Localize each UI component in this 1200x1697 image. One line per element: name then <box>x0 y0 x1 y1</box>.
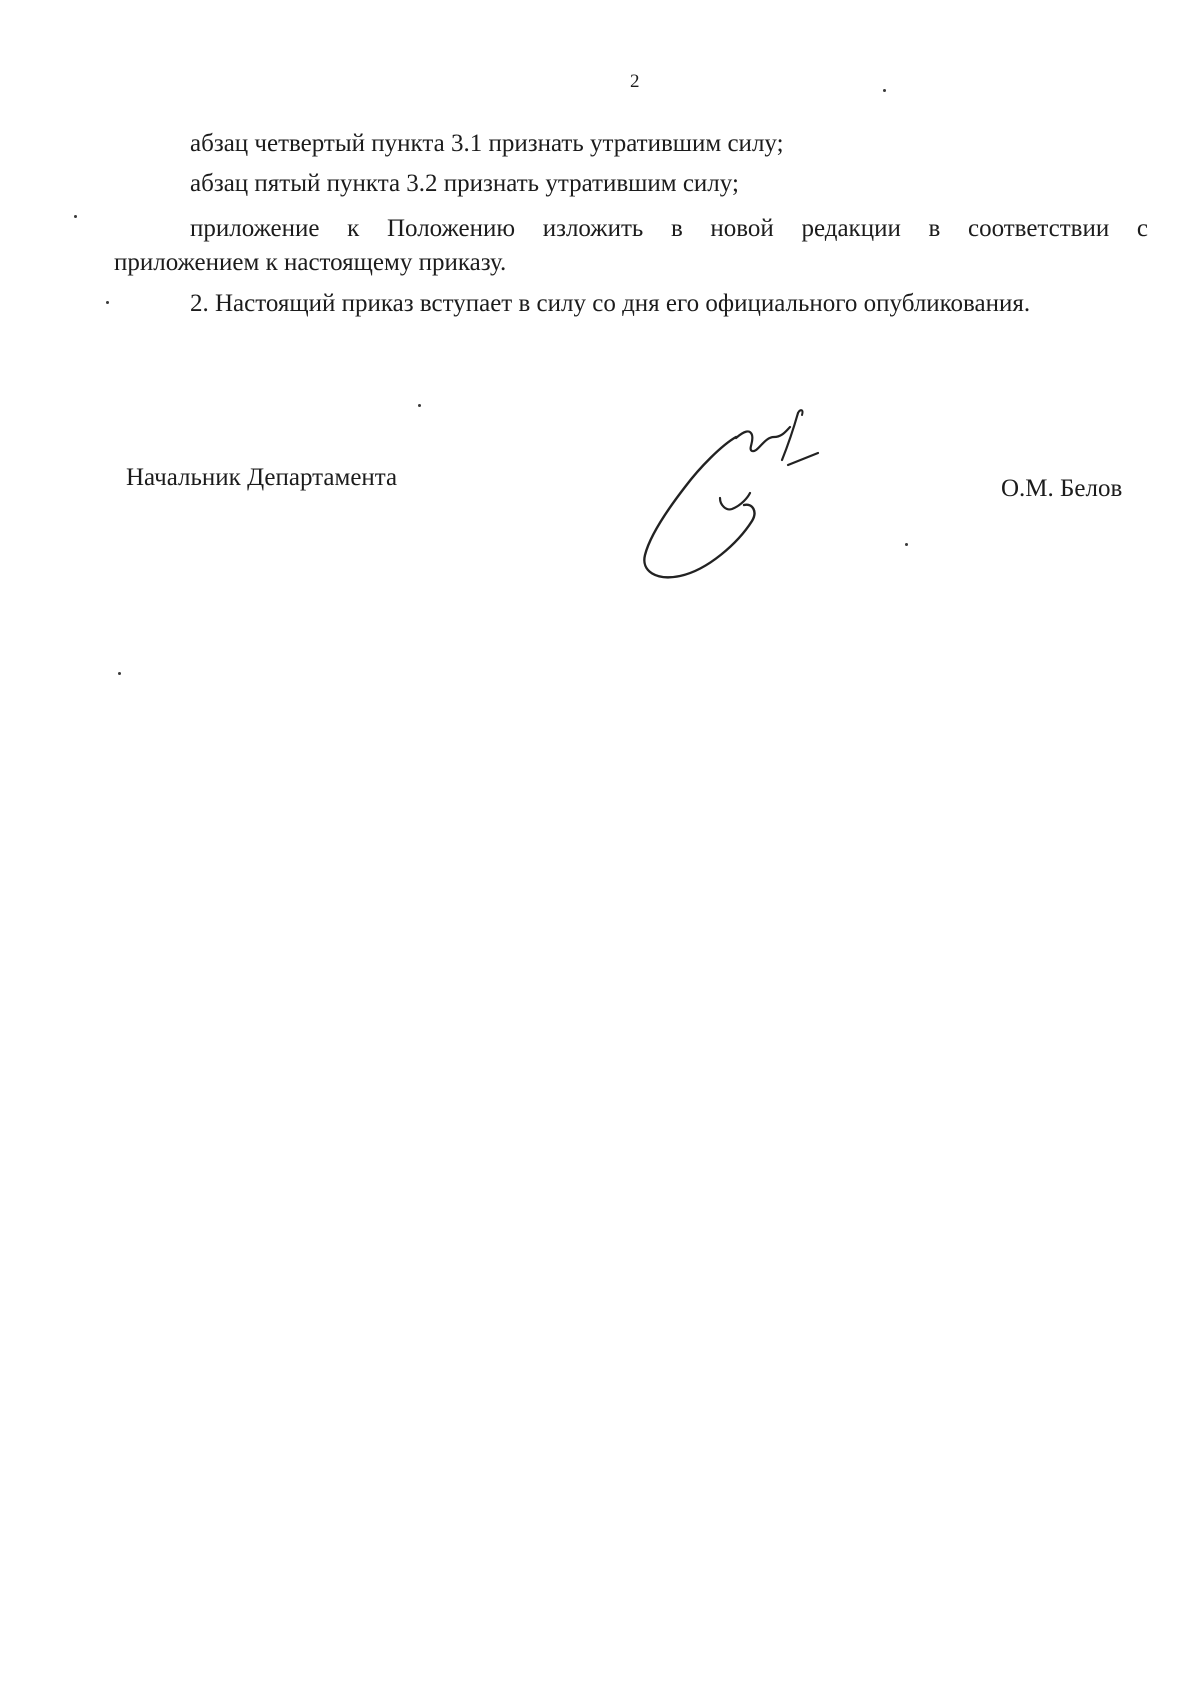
scan-speck <box>74 215 77 218</box>
page-number: 2 <box>630 71 640 92</box>
body-line-5: 2. Настоящий приказ вступает в силу со дня его официального опубликования. <box>190 290 1031 317</box>
body-line-1: абзац четвертый пункта 3.1 признать утратившим силу; <box>190 130 784 157</box>
scan-speck <box>883 89 886 92</box>
scan-speck <box>905 543 908 546</box>
body-line-2: абзац пятый пункта 3.2 признать утратившим силу; <box>190 170 739 197</box>
handwritten-signature <box>640 405 890 590</box>
scan-speck <box>118 672 121 675</box>
signer-position-title: Начальник Департамента <box>126 464 398 491</box>
scan-speck <box>106 301 109 304</box>
scan-speck <box>418 404 421 407</box>
signer-name: О.М. Белов <box>1001 475 1123 502</box>
body-line-3: приложение к Положению изложить в новой редакции в соответствии с <box>190 215 1148 242</box>
body-line-4: приложением к настоящему приказу. <box>114 249 507 276</box>
